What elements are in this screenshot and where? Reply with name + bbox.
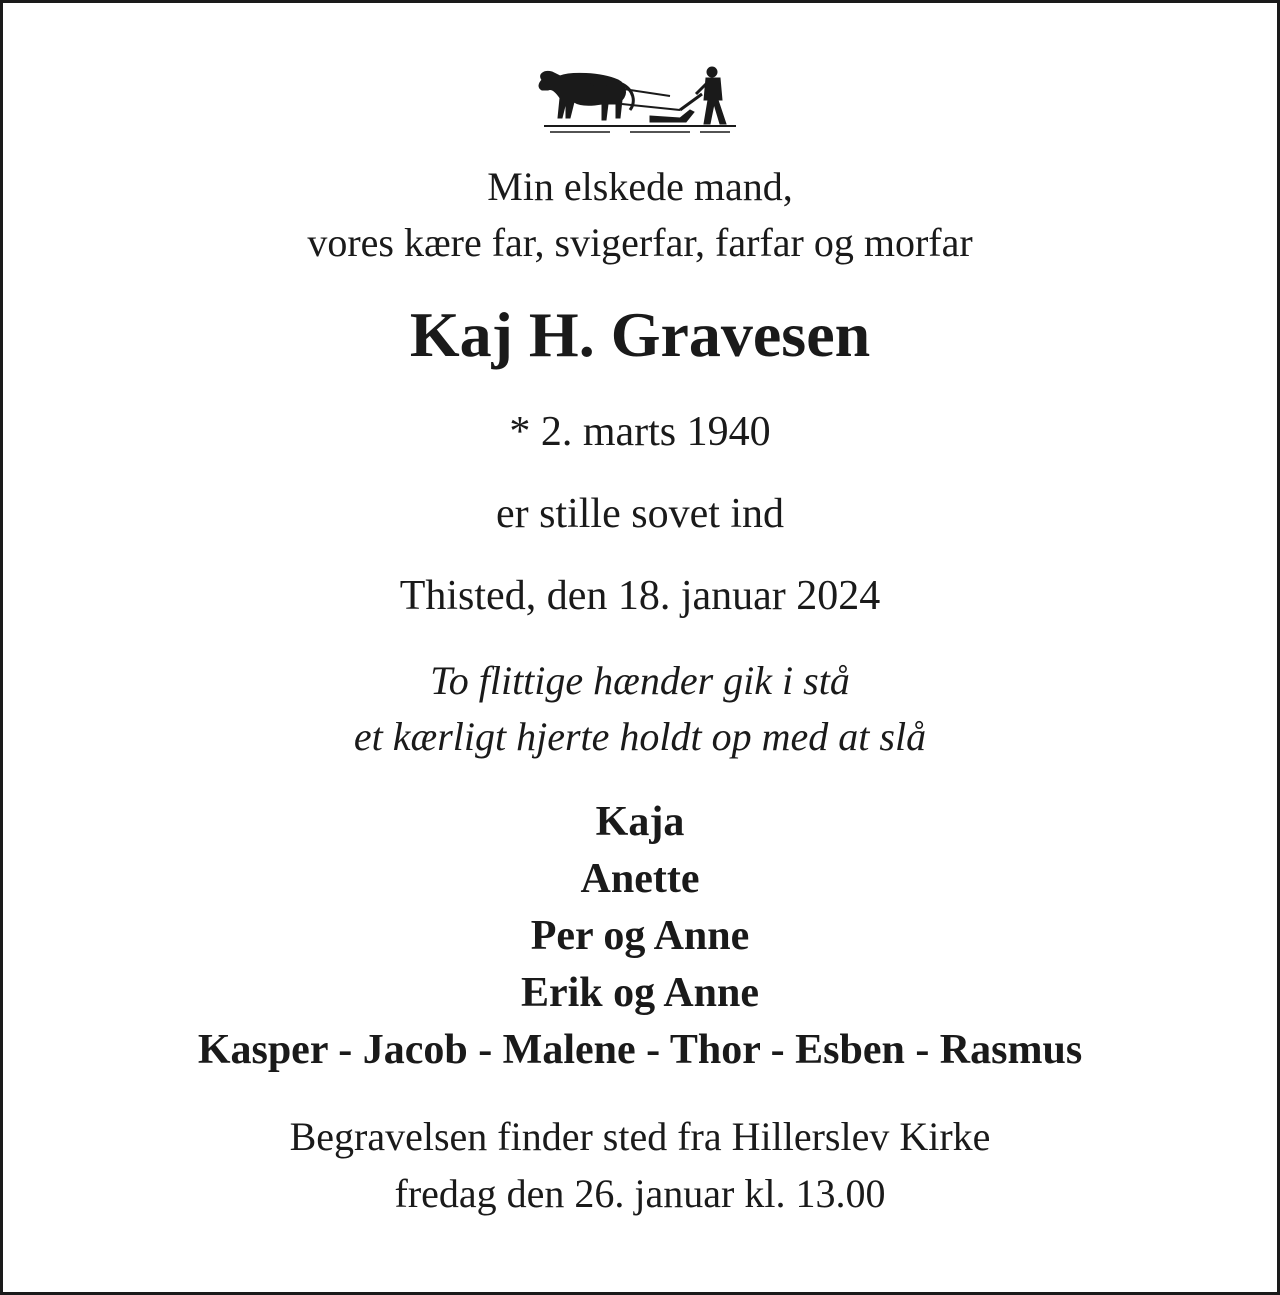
mourner-name: Erik og Anne <box>520 970 760 1016</box>
birth-date: * 2. marts 1940 <box>509 409 771 455</box>
mourner-name: Anette <box>580 856 700 902</box>
funeral-location: Begravelsen finder sted fra Hillerslev Kirke <box>289 1114 991 1159</box>
mourner-name: Per og Anne <box>530 913 750 959</box>
verse-line-1: To flittige hænder gik i stå <box>430 658 850 703</box>
funeral-time: fredag den 26. januar kl. 13.00 <box>394 1171 886 1216</box>
intro-line-1: Min elskede mand, <box>487 164 793 209</box>
passing-text: er stille sovet ind <box>495 491 785 537</box>
deceased-name: Kaj H. Gravesen <box>409 299 871 370</box>
grandchildren-names: Kasper - Jacob - Malene - Thor - Esben - Rasmus <box>197 1027 1083 1073</box>
intro-line-2: vores kære far, svigerfar, farfar og morfar <box>307 220 973 265</box>
verse-line-2: et kærligt hjerte holdt op med at slå <box>353 714 927 759</box>
place-and-date: Thisted, den 18. januar 2024 <box>399 573 881 619</box>
mourner-name: Kaja <box>595 799 685 845</box>
horse-plough-icon <box>530 60 750 140</box>
